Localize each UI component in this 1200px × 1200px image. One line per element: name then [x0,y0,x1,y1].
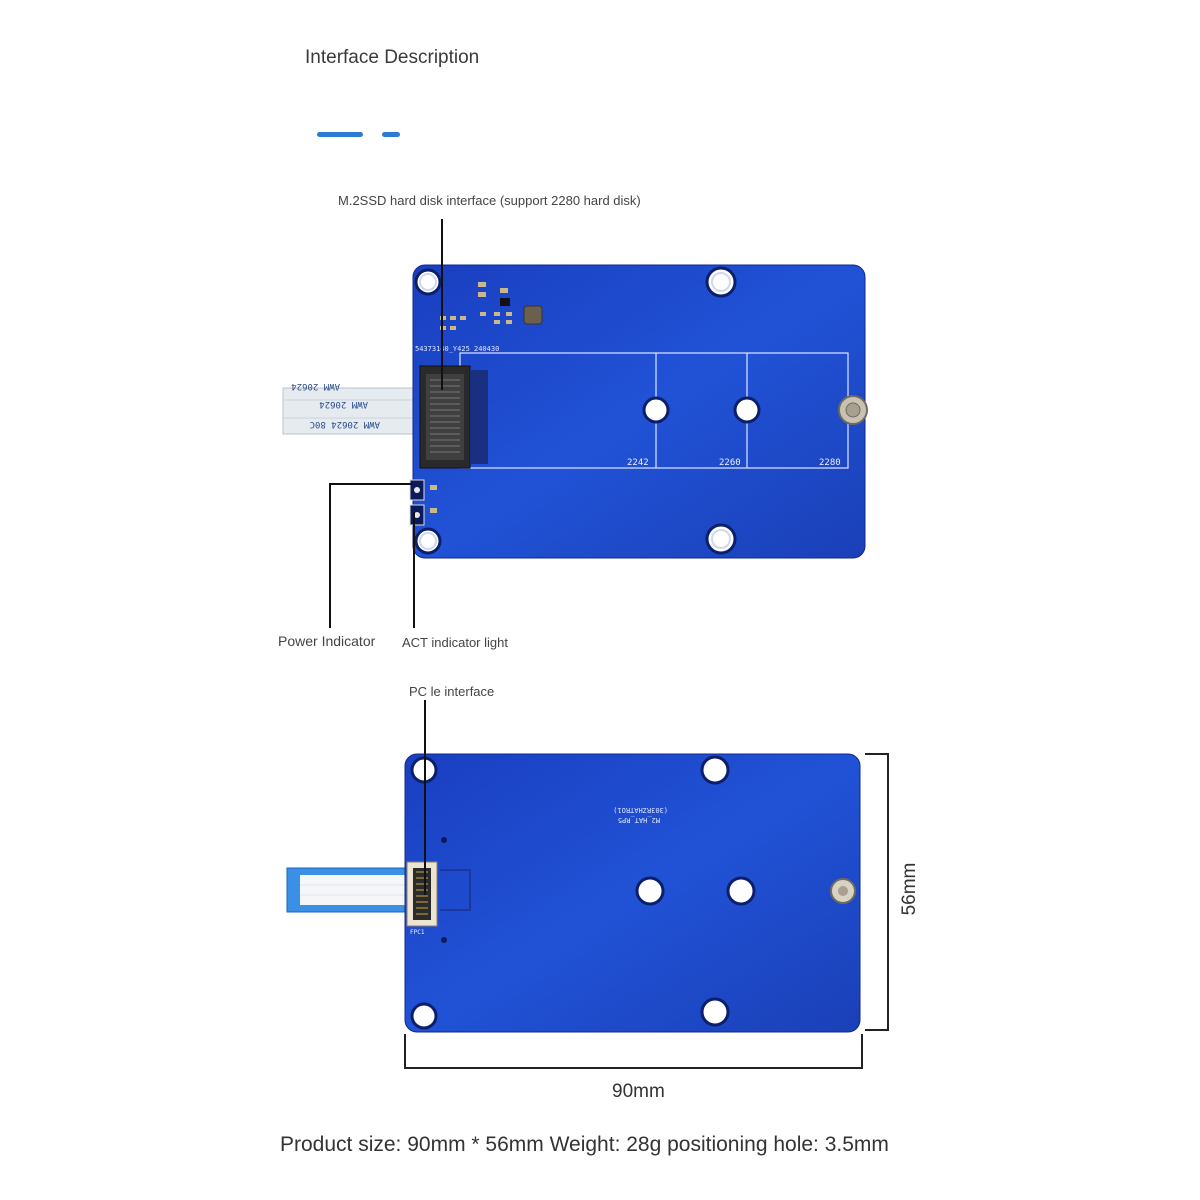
size-mark-2260: 2260 [719,458,741,468]
bottom-silkscreen-1: M2_HAT_RP5 [617,816,660,824]
cable-text-2: AWM 20624 [319,399,368,409]
ribbon-cable-bottom [287,868,409,912]
mount-hole [702,757,728,783]
cable-text-1: AWM 20624 80C [309,419,380,429]
power-indicator-label: Power Indicator [278,633,376,649]
page-title: Interface Description [305,47,480,68]
ribbon-cable-top [283,381,413,434]
board-silkscreen: 54373140_Y425_240430 [415,345,500,353]
bottom-silkscreen-2: (303RZHATRO1) [613,806,668,814]
height-bracket [865,754,888,1030]
pcie-interface-label: PC le interface [409,684,495,699]
cable-text-3: AWM 20624 [291,381,340,391]
fpc-label: FPC1 [410,929,425,936]
size-mark-2280: 2280 [819,458,841,468]
product-spec-caption: Product size: 90mm * 56mm Weight: 28g positioning hole: 3.5mm [280,1133,889,1156]
power-leader-line [330,484,412,628]
mount-hole [702,999,728,1025]
act-indicator-label: ACT indicator light [402,635,508,650]
m2-interface-label: M.2SSD hard disk interface (support 2280 hard disk) [338,193,641,208]
board-top [410,265,867,558]
width-bracket [405,1034,862,1068]
board-bottom [405,754,860,1032]
mount-hole [412,1004,436,1028]
height-dimension-label: 56mm [899,862,920,916]
size-mark-2242: 2242 [627,458,649,468]
width-dimension-label: 90mm [612,1081,665,1102]
